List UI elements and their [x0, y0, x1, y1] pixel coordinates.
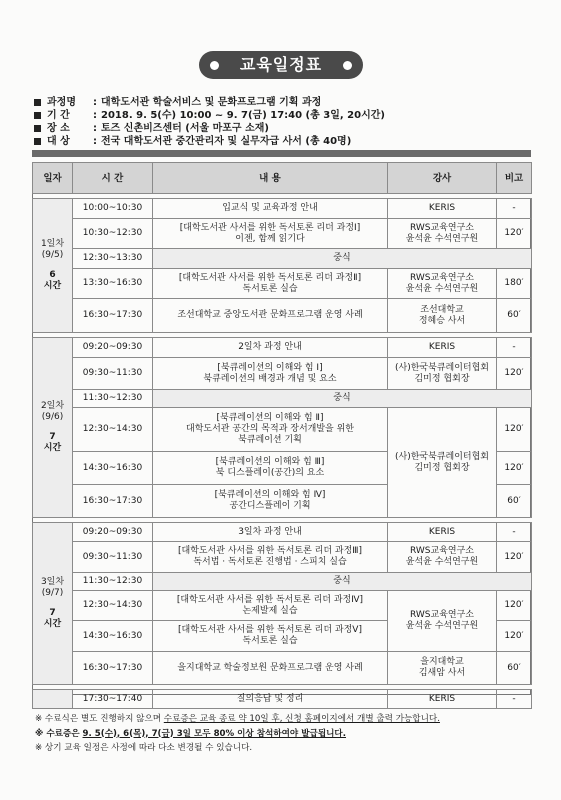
note-underlined: 9. 5(수), 6(목), 7(금) 3일 모두 80% 이상 참석하여야 발급됩니다.: [82, 728, 346, 739]
note-cell: 120′: [497, 452, 532, 485]
note-line-2: [35, 727, 440, 742]
lecturer-cell: 을지대학교 김새암 사서: [388, 652, 497, 685]
table-row: [33, 338, 532, 358]
time-cell: 09:20~09:30: [73, 338, 153, 358]
info-colon: :: [93, 123, 97, 134]
square-bullet-icon: [34, 99, 41, 106]
table-row: [33, 390, 532, 408]
time-cell: 10:00~10:30: [73, 199, 153, 219]
day-cell: [33, 338, 73, 518]
note-cell: 180′: [497, 269, 532, 299]
table-row: [33, 573, 532, 591]
note-cell: 60′: [497, 485, 532, 518]
note-cell: 60′: [497, 299, 532, 333]
info-label: 장 소: [47, 123, 70, 134]
note-underlined: 수료증은 교육 종료 약 10일 후, 신청 홈페이지에서 개별 출력 가능합니다.: [163, 714, 440, 724]
content-cell: 입교식 및 교육과정 안내: [153, 199, 388, 219]
lecturer-cell: 조선대학교 정혜승 사서: [388, 299, 497, 333]
day-hours: 7 시간: [43, 608, 62, 629]
table-row: [33, 199, 532, 219]
table-row: [33, 542, 532, 573]
lecturer-cell: (사)한국북큐레이터협회 김미정 협회장: [388, 408, 497, 518]
lecturer-cell: KERIS: [388, 523, 497, 542]
table-row: [33, 269, 532, 299]
content-cell: [대학도서관 사서를 위한 독서토론 리더 과정Ⅳ] 논제발제 실습: [153, 591, 388, 621]
time-cell: 10:30~12:30: [73, 219, 153, 249]
info-value: 2018. 9. 5(수) 10:00 ~ 9. 7(금) 17:40 (총 3일, 20시간): [101, 110, 385, 121]
info-value: 토즈 신촌비즈센터 (서울 마포구 소재): [101, 123, 269, 134]
content-cell: [북큐레이션의 이해와 힘 Ⅳ] 공간디스플레이 기획: [153, 485, 388, 518]
table-row: [33, 358, 532, 390]
note-cell: -: [497, 338, 532, 358]
content-cell: [대학도서관 사서를 위한 독서토론 리더 과정Ⅲ] 독서법 · 독서토론 진행법 · 스피치 실습: [153, 542, 388, 573]
header-content: 내 용: [153, 163, 388, 194]
note-cell: 120′: [497, 408, 532, 452]
time-cell: 17:30~17:40: [73, 690, 153, 709]
time-cell: 16:30~17:30: [73, 652, 153, 685]
content-cell: 2일차 과정 안내: [153, 338, 388, 358]
time-cell: 09:30~11:30: [73, 358, 153, 390]
schedule-table: [32, 162, 532, 709]
notes: [35, 712, 440, 756]
note-cell: -: [497, 523, 532, 542]
day-date: (9/5): [41, 250, 64, 260]
info-colon: :: [93, 136, 97, 147]
table-row: [33, 299, 532, 333]
header-day: 일자: [33, 163, 73, 194]
note-cell: -: [497, 199, 532, 219]
lunch-cell: 중식: [153, 249, 532, 269]
time-cell: 14:30~16:30: [73, 452, 153, 485]
note-cell: -: [497, 690, 532, 709]
day-label: 1일차: [40, 239, 65, 249]
info-row-course: [34, 96, 534, 109]
lecturer-cell: (사)한국북큐레이터협회 김미정 협회장: [388, 358, 497, 390]
note-text: ※ 수료식은 별도 진행하지 않으며: [35, 714, 164, 724]
header-lecturer: 강사: [388, 163, 497, 194]
day-cell: [33, 199, 73, 333]
content-cell: [북큐레이션의 이해와 힘 Ⅰ] 북큐레이션의 배경과 개념 및 요소: [153, 358, 388, 390]
content-cell: 을지대학교 학술정보원 문화프로그램 운영 사례: [153, 652, 388, 685]
content-cell: 3일차 과정 안내: [153, 523, 388, 542]
table-row: [33, 249, 532, 269]
day-label: 3일차: [40, 577, 65, 587]
day-label: 2일차: [40, 401, 65, 411]
note-cell: 120′: [497, 621, 532, 652]
square-bullet-icon: [34, 112, 41, 119]
content-cell: 질의응답 및 정리: [153, 690, 388, 709]
note-text: ※ 수료증은: [35, 728, 83, 739]
time-cell: 14:30~16:30: [73, 621, 153, 652]
content-cell: [북큐레이션의 이해와 힘 Ⅲ] 북 디스플레이(공간)의 요소: [153, 452, 388, 485]
header-time: 시 간: [73, 163, 153, 194]
note-text: ※ 상기 교육 일정은 사정에 따라 다소 변경될 수 있습니다.: [35, 743, 253, 753]
note-cell: 120′: [497, 358, 532, 390]
info-label: 대 상: [47, 136, 70, 147]
info-label: 기 간: [47, 110, 70, 121]
note-line-1: [35, 712, 440, 727]
info-value: 전국 대학도서관 중간관리자 및 실무자급 사서 (총 40명): [101, 136, 352, 147]
table-row: [33, 523, 532, 542]
content-cell: [대학도서관 사서를 위한 독서토론 리더 과정Ⅱ] 독서토론 실습: [153, 269, 388, 299]
lunch-cell: 중식: [153, 390, 532, 408]
note-cell: 120′: [497, 591, 532, 621]
time-cell: 12:30~14:30: [73, 408, 153, 452]
lecturer-cell: KERIS: [388, 690, 497, 709]
day-cell: [33, 523, 73, 685]
title-banner: [199, 51, 363, 79]
time-cell: 11:30~12:30: [73, 573, 153, 591]
info-colon: :: [93, 97, 97, 108]
note-cell: 120′: [497, 542, 532, 573]
table-row: [33, 219, 532, 249]
course-info: [34, 96, 534, 148]
day-hours: 6 시간: [43, 270, 62, 291]
content-cell: [대학도서관 사서를 위한 독서토론 리더 과정Ⅴ] 독서토론 실습: [153, 621, 388, 652]
time-cell: 13:30~16:30: [73, 269, 153, 299]
day-date: (9/6): [41, 412, 64, 422]
content-cell: 조선대학교 중앙도서관 문화프로그램 운영 사례: [153, 299, 388, 333]
table-row: [33, 652, 532, 685]
time-cell: 09:30~11:30: [73, 542, 153, 573]
time-cell: 09:20~09:30: [73, 523, 153, 542]
day-date: (9/7): [41, 588, 64, 598]
time-cell: 16:30~17:30: [73, 299, 153, 333]
info-row-target: [34, 135, 534, 148]
table-row: [33, 690, 532, 709]
table-header-row: [33, 163, 532, 194]
time-cell: 11:30~12:30: [73, 390, 153, 408]
day-cell: [33, 690, 73, 709]
lecturer-cell: RWS교육연구소 윤석윤 수석연구원: [388, 269, 497, 299]
time-cell: 12:30~13:30: [73, 249, 153, 269]
time-cell: 16:30~17:30: [73, 485, 153, 518]
lecturer-cell: RWS교육연구소 윤석윤 수석연구원: [388, 219, 497, 249]
square-bullet-icon: [34, 125, 41, 132]
lecturer-cell: RWS교육연구소 윤석윤 수석연구원: [388, 542, 497, 573]
note-cell: 120′: [497, 219, 532, 249]
info-value: 대학도서관 학술서비스 및 문화프로그램 기획 과정: [101, 97, 322, 108]
content-cell: [대학도서관 사서를 위한 독서토론 리더 과정Ⅰ] 이젠, 함께 읽기다: [153, 219, 388, 249]
info-row-place: [34, 122, 534, 135]
note-line-3: [35, 741, 440, 756]
divider-bar: [32, 150, 531, 157]
lunch-cell: 중식: [153, 573, 532, 591]
lecturer-cell: KERIS: [388, 199, 497, 219]
square-bullet-icon: [34, 138, 41, 145]
page-title: 교육일정표: [239, 55, 323, 74]
content-cell: [북큐레이션의 이해와 힘 Ⅱ] 대학도서관 공간의 목적과 장서개발을 위한 북큐레이션 기획: [153, 408, 388, 452]
lecturer-cell: KERIS: [388, 338, 497, 358]
day-hours: 7 시간: [43, 432, 62, 453]
time-cell: 12:30~14:30: [73, 591, 153, 621]
info-row-period: [34, 109, 534, 122]
table-row: [33, 408, 532, 452]
note-cell: 60′: [497, 652, 532, 685]
info-colon: :: [93, 110, 97, 121]
info-label: 과정명: [47, 97, 76, 108]
lecturer-cell: RWS교육연구소 윤석윤 수석연구원: [388, 591, 497, 652]
header-note: 비고: [497, 163, 532, 194]
table-row: [33, 591, 532, 621]
